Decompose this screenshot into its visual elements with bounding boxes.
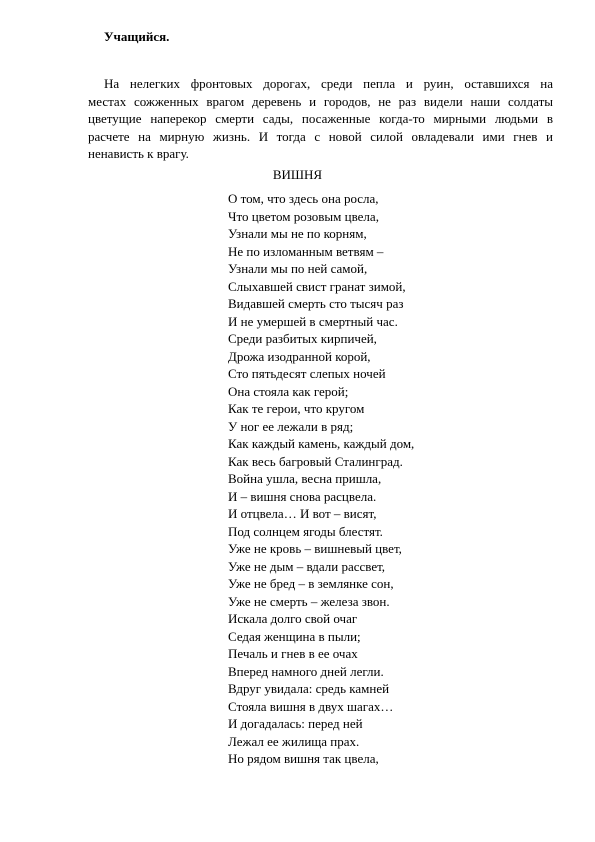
poem-title: ВИШНЯ [272, 167, 323, 182]
speaker-name: Учащийся [104, 29, 167, 44]
poem-line: Уже не смерть – железа звон. [228, 593, 390, 609]
poem-line: Среди разбитых кирпичей, [228, 331, 377, 346]
poem-line: Узнали мы не по корням, [228, 226, 367, 241]
poem-line: И – вишня снова расцвела. [228, 488, 377, 504]
poem-line: Стояла вишня в двух шагах… [228, 698, 394, 714]
poem-line: Уже не кровь – вишневый цвет, [228, 541, 402, 556]
poem-line: Дрожа изодранной корой, [228, 348, 371, 364]
poem-line: Лежал ее жилища прах. [228, 733, 360, 749]
poem-line: И не умершей в смертный час. [228, 313, 398, 329]
poem-line: У ног ее лежали в ряд; [228, 418, 354, 434]
poem-line: Она стояла как герой; [228, 383, 349, 399]
poem-line: Печаль и гнев в ее очах [228, 646, 358, 661]
poem-line: Искала долго свой очаг [228, 611, 358, 626]
poem-line: Под солнцем ягоды блестят. [228, 523, 383, 539]
poem-line: Седая женщина в пыли; [228, 628, 361, 644]
poem-line: Вперед намного дней легли. [228, 663, 384, 679]
poem-line: Уже не дым – вдали рассвет, [228, 558, 386, 574]
poem-line: Как весь багровый Сталинград. [228, 453, 403, 469]
intro-line: На нелегких фронтовых дорогах, среди пепла и руин, оставшихся на [104, 76, 553, 91]
poem-line: И отцвела… И вот – висят, [228, 506, 377, 521]
poem-line: Война ушла, весна пришла, [228, 471, 382, 486]
poem-line: Но рядом вишня так цвела, [228, 751, 379, 766]
poem-line: Узнали мы по ней самой, [228, 261, 368, 276]
poem-line: О том, что здесь она росла, [228, 191, 379, 206]
poem-line: И догадалась: перед ней [228, 716, 363, 731]
poem-line: Как те герои, что кругом [228, 401, 365, 416]
poem-line: Сто пятьдесят слепых ночей [228, 366, 386, 381]
poem-line: Не по изломанным ветвям – [228, 243, 384, 259]
poem-body [228, 190, 414, 768]
poem-line: Уже не бред – в землянке сон, [228, 576, 394, 591]
poem-line: Вдруг увидала: средь камней [228, 681, 390, 696]
intro-line: расчете на мирную жизнь. И тогда с новой силой овладевали ими гнев и [88, 128, 553, 144]
intro-line: цветущие наперекор смерти сады, посаженные когда-то мирными людьми в [88, 111, 553, 127]
intro-line: ненависть к врагу. [88, 146, 189, 162]
intro-line: местах сожженных врагом деревень и городов, не раз видели наши солдаты [88, 93, 553, 109]
poem-line: Слыхавшей свист гранат зимой, [228, 278, 406, 294]
intro-paragraph [88, 75, 553, 163]
poem-line: Как каждый камень, каждый дом, [228, 436, 415, 451]
poem-line: Что цветом розовым цвела, [228, 208, 379, 224]
poem-line: Видавшей смерть сто тысяч раз [228, 296, 404, 311]
speaker-label: Учащийся. [104, 29, 170, 44]
